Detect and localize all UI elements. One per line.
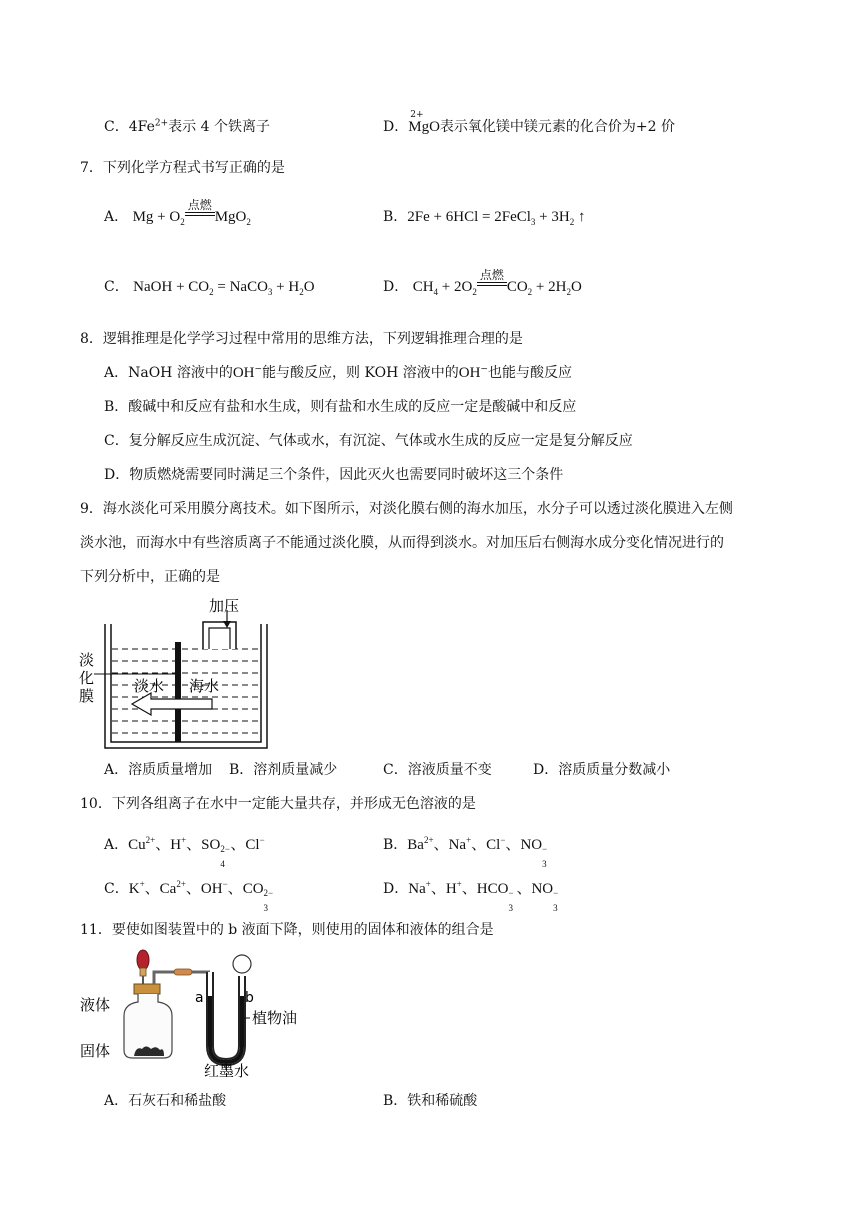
q8-option-d: D．物质燃烧需要同时满足三个条件，因此灭火也需要同时破坏这三个条件 — [104, 467, 564, 483]
label-sea-water: 海水 — [189, 677, 220, 695]
q10-option-d: D．Na+、H+、HCO − 3 、NO − 3 — [383, 879, 559, 913]
label-fresh-water: 淡水 — [134, 677, 165, 695]
q9-stem-line3: 下列分析中，正确的是 — [80, 569, 220, 585]
q10-option-b: B．$Ba^{2+}$、Na+、Cl−、NO − 3 — [383, 835, 548, 869]
q10-option-c: C．K+、$Ca^{2+}$、OH−、CO 2− 3 — [104, 879, 274, 913]
q10-option-a: A．$Cu^{2+}$、H+、SO 2− 4 、Cl− — [104, 835, 265, 869]
label-pressure: 加压 — [209, 597, 240, 615]
label-membrane-2: 化 — [79, 669, 95, 687]
gas-pressure-apparatus — [76, 946, 316, 1082]
q9-option-a: A．溶质质量增加 — [104, 762, 213, 778]
label-membrane-3: 膜 — [79, 687, 95, 705]
q6-option-d: D． 2+ MgO表示氧化镁中镁元素的化合价为+2 价 — [383, 110, 675, 135]
q7-option-b: B．2Fe + 6HCl = 2FeCl$_3$ + $3H_2$ ↑ — [383, 209, 586, 227]
label-b: b — [245, 990, 254, 1006]
tank-outline — [105, 624, 267, 748]
q9-stem-line1: 9．海水淡化可采用膜分离技术。如下图所示，对淡化膜右侧的海水加压，水分子可以透过淡化膜进入左侧 — [80, 501, 733, 517]
q11-option-a: A．石灰石和稀盐酸 — [104, 1093, 227, 1109]
q7-option-d: D． $CH_4 + 2O_2$ 点燃 $CO_2 + 2H_2O$ — [383, 268, 582, 297]
stopper — [134, 984, 160, 994]
q8-option-a: A．NaOH 溶液中的OH−能与酸反应，则 KOH 溶液中的OH−也能与酸反应 — [104, 364, 572, 381]
q9-stem-line2: 淡水池，而海水中有些溶质离子不能通过淡化膜，从而得到淡水。对加压后右侧海水成分变化情况进行的 — [80, 535, 724, 551]
q10-stem: 10．下列各组离子在水中一定能大量共存，并形成无色溶液的是 — [80, 796, 476, 812]
label-liquid: 液体 — [80, 996, 111, 1014]
q7-option-c: C． NaOH + $CO_2$ = NaCO$_3$ + $H_2O$ — [104, 279, 315, 297]
q9-option-d: D．溶质质量分数减小 — [533, 762, 671, 778]
q9-option-c: C．溶液质量不变 — [383, 762, 492, 778]
q8-option-b: B．酸碱中和反应有盐和水生成，则有盐和水生成的反应一定是酸碱中和反应 — [104, 399, 577, 415]
rubber-connector — [174, 969, 192, 975]
q8-option-c: C．复分解反应生成沉淀、气体或水，有沉淀、气体或水生成的反应一定是复分解反应 — [104, 433, 633, 449]
label-a: a — [195, 990, 204, 1006]
q7-stem: 7．下列化学方程式书写正确的是 — [80, 160, 285, 176]
q7-option-a: A． $Mg + O_2$ 点燃 MgO$_2$ — [104, 198, 251, 227]
label-vegetable-oil: 植物油 — [252, 1009, 298, 1027]
top-bulb — [233, 955, 251, 973]
q8-stem: 8．逻辑推理是化学学习过程中常用的思维方法，下列逻辑推理合理的是 — [80, 331, 523, 347]
q6-option-c: C．$4Fe^{2+}$表示 4 个铁离子 — [104, 118, 270, 135]
label-solid: 固体 — [80, 1042, 111, 1060]
q9-option-b: B．溶剂质量减少 — [229, 762, 338, 778]
membrane — [175, 642, 181, 742]
desalination-figure — [76, 594, 276, 754]
q11-option-b: B．铁和稀硫酸 — [383, 1093, 478, 1109]
dropper-bulb — [137, 950, 149, 970]
q11-stem: 11．要使如图装置中的 b 液面下降，则使用的固体和液体的组合是 — [80, 922, 494, 938]
label-membrane-1: 淡 — [79, 651, 95, 669]
flow-arrow — [132, 693, 212, 715]
label-red-ink: 红墨水 — [204, 1062, 250, 1080]
